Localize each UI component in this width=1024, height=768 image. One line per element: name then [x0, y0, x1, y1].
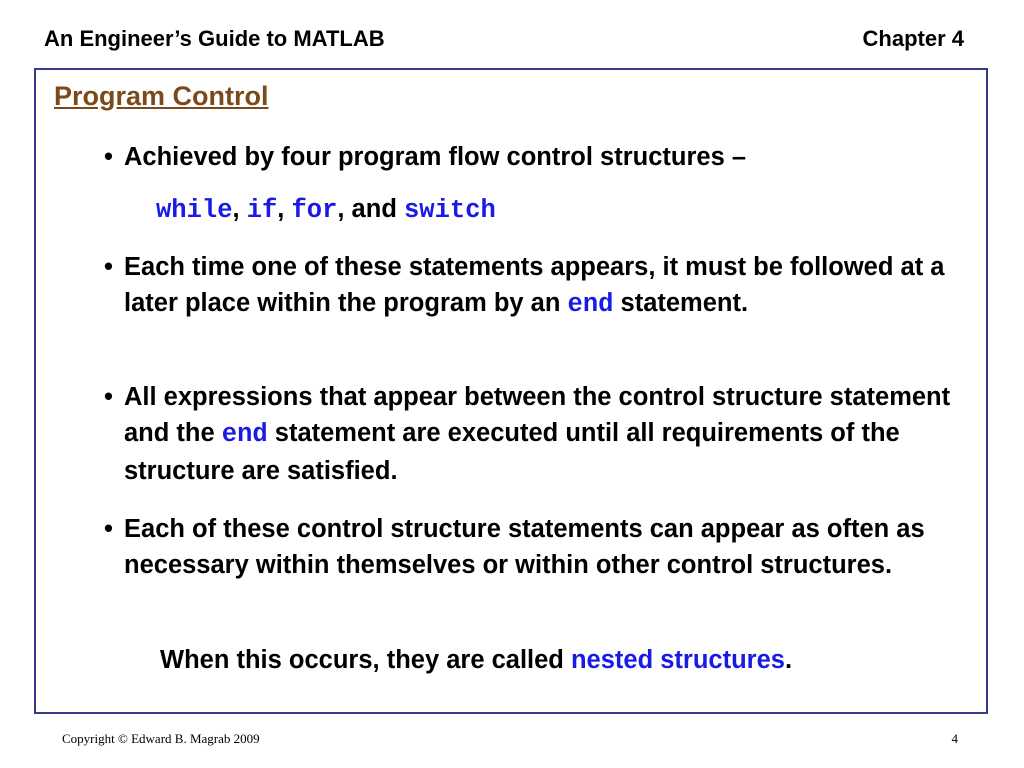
keyword-separator: ,	[277, 195, 292, 223]
nested-note-period: .	[784, 646, 793, 674]
bullet-text: Each of these control structure statements can appear as often as necessary within themselves or within other control structures.	[124, 515, 925, 579]
keyword-for: for	[291, 196, 338, 225]
bullet-end-statement	[104, 249, 974, 323]
page-number: 4	[951, 731, 958, 746]
keyword-list	[156, 191, 496, 229]
bullet-text-part: statement are executed until all requirements of the structure are satisfied.	[124, 419, 900, 485]
keyword-end: end	[567, 290, 614, 319]
keyword-separator: ,	[232, 195, 247, 223]
nested-note	[160, 642, 792, 678]
bullet-dot: •	[104, 253, 113, 281]
keyword-separator: , and	[337, 195, 404, 223]
bullet-text-part: All expressions that appear between the control structure statement and the	[124, 383, 951, 447]
bullet-dot: •	[104, 515, 113, 543]
nested-note-text: When this occurs, they are called	[160, 646, 571, 674]
bullet-dot: •	[104, 383, 113, 411]
bullet-text-part: statement.	[613, 289, 749, 317]
keyword-end: end	[221, 420, 268, 449]
keyword-while: while	[156, 196, 233, 225]
bullet-text: Achieved by four program flow control structures –	[124, 143, 747, 171]
book-title: An Engineer’s Guide to MATLAB	[44, 26, 385, 51]
bullet-text-part: Each time one of these statements appears, it must be followed at a later place within the program by an	[124, 253, 945, 317]
bullet-text	[124, 249, 974, 323]
bullet-dot: •	[104, 143, 113, 171]
chapter-label: Chapter 4	[862, 26, 964, 51]
slide-title: Program Control	[54, 81, 269, 111]
keyword-switch: switch	[403, 196, 496, 225]
bullet-control-structures	[104, 139, 974, 175]
nested-structures-term: nested structures	[570, 646, 785, 674]
bullet-nesting	[104, 511, 974, 583]
keyword-if: if	[246, 196, 278, 225]
bullet-expressions	[104, 379, 974, 489]
copyright-notice: Copyright © Edward B. Magrab 2009	[62, 731, 260, 746]
bullet-text	[124, 379, 974, 489]
